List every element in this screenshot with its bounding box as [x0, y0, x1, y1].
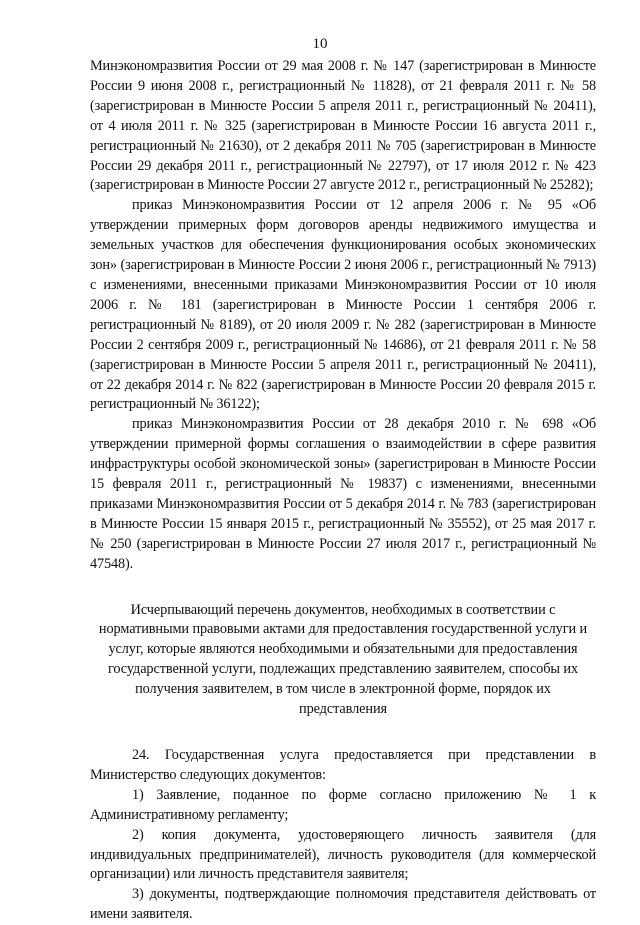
- paragraph-order-95: приказ Минэкономразвития России от 12 апреля 2006 г. № 95 «Об утверждении примерных форм договоров аренды недвижимого имущества и земельных участков для обеспечения функционирования особых экономических зон» (зарегистрирован в Минюсте России 2 июня 2006 г., регистрационный № 7913) с изменениями, внесенными приказами Минэкономразвития России от 10 июля 2006 г. № 181 (зарегистрирован в Минюсте России 1 сентября 2006 г. регистрационный № 8189), от 20 июля 2009 г. № 282 (зарегистрирован в Минюсте России 2 сентября 2009 г., регистрационный № 14686), от 21 февраля 2011 г. № 58 (зарегистрирован в Минюсте России 5 апреля 2011 г., регистрационный № 20411), от 22 декабря 2014 г. № 822 (зарегистрирован в Минюсте России 20 февраля 2015 г. регистрационный № 36122);: [90, 197, 596, 413]
- paragraph-order-698: приказ Минэкономразвития России от 28 декабря 2010 г. № 698 «Об утверждении примерной формы соглашения о взаимодействии в сфере развития инфраструктуры особой экономической зоны» (зарегистрирован в Минюсте России 15 февраля 2011 г., регистрационный № 19837) с изменениями, внесенными приказами Минэкономразвития России от 5 декабря 2014 г. № 783 (зарегистрирован в Минюсте России 15 января 2015 г., регистрационный № 35552), от 25 мая 2017 г. № 250 (зарегистрирован в Минюсте России 27 июля 2017 г., регистрационный № 47548).: [90, 416, 596, 572]
- document-body: [90, 57, 596, 925]
- paragraph-item-24: 24. Государственная услуга предоставляется при представлении в Министерство следующих документов:: [90, 747, 596, 783]
- paragraph-continuation: Минэкономразвития России от 29 мая 2008 г. № 147 (зарегистрирован в Минюсте России 9 июня 2008 г., регистрационный № 11828), от 21 февраля 2011 г. № 58 (зарегистрирован в Минюсте России 5 апреля 2011 г., регистрационный № 20411), от 4 июля 2011 г. № 325 (зарегистрирован в Минюсте России 16 августа 2011 г., регистрационный № 21630), от 2 декабря 2011 № 705 (зарегистрирован в Минюсте России 29 декабря 2011 г., регистрационный № 22797), от 17 июля 2012 г. № 423 (зарегистрирован в Минюсте России 27 августе 2012 г., регистрационный № 25282);: [90, 58, 596, 194]
- page-number: 10: [312, 36, 328, 52]
- list-item-3: 3) документы, подтверждающие полномочия представителя действовать от имени заявителя.: [90, 886, 596, 923]
- list-item-1: 1) Заявление, поданное по форме согласно приложению № 1 к Административному регламенту;: [90, 786, 596, 823]
- list-item-2: 2) копия документа, удостоверяющего личность заявителя (для индивидуальных предпринимателей), личность руководителя (для коммерческой организации) или личность представителя заявителя;: [90, 826, 596, 883]
- section-heading: Исчерпывающий перечень документов, необходимых в соответствии с нормативными правовыми актами для предоставления государственной услуги и услуг, которые являются необходимыми и обязательными для предоставления государственной услуги, подлежащих представлению заявителем, способы их получения заявителем, в том числе в электронной форме, порядок их представления: [98, 601, 588, 718]
